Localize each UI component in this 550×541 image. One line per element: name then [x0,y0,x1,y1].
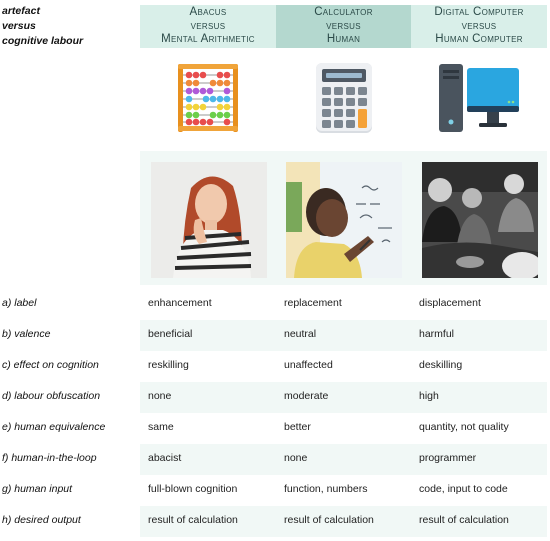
corner-line-artefact: artefact [2,5,40,17]
column-header-line: Digital Computer [434,6,524,19]
corner-line-cognitive-labour: cognitive labour [2,35,84,47]
cell-digital-computer: high [419,390,439,402]
table-row-human-equivalence [0,413,550,444]
cell-abacus: same [148,421,174,433]
cell-calculator: function, numbers [284,483,368,495]
row-label: c) effect on cognition [2,359,99,371]
row-shading [140,444,547,475]
column-header-calculator [276,5,411,48]
row-label: b) valence [2,328,51,340]
cell-calculator: better [284,421,311,433]
cell-calculator: neutral [284,328,317,340]
column-header-line: versus [190,19,226,32]
cell-calculator: unaffected [284,359,333,371]
row-label: a) label [2,297,37,309]
cell-calculator: moderate [284,390,329,402]
desktop-computer-icon [411,57,547,139]
cell-digital-computer: deskilling [419,359,463,371]
column-header-line: Abacus [189,6,227,19]
row-label: e) human equivalence [2,421,106,433]
cell-digital-computer: displacement [419,297,481,309]
woman-thinking-photo [151,162,267,278]
column-header-line: Mental Arithmetic [161,33,255,46]
women-computers-photo [422,162,538,278]
column-header-abacus [140,5,276,48]
abacus-icon [140,57,276,139]
row-label: f) human-in-the-loop [2,452,97,464]
cell-digital-computer: code, input to code [419,483,508,495]
column-header-digital-computer [411,5,547,48]
row-shading [140,320,547,351]
cell-calculator: none [284,452,308,464]
table-corner-label [2,4,83,49]
cell-abacus: beneficial [148,328,193,340]
table-row-desired-output [0,506,550,537]
column-header-line: Calculator [314,6,373,19]
table-row-effect-on-cognition [0,351,550,382]
cell-digital-computer: harmful [419,328,455,340]
cell-digital-computer: programmer [419,452,477,464]
cell-digital-computer: result of calculation [419,514,509,526]
column-header-line: versus [326,19,361,32]
row-label: g) human input [2,483,73,495]
calculator-icon [276,57,411,139]
column-header-line: versus [461,19,497,32]
corner-line-versus: versus [2,20,36,32]
table-row-human-in-the-loop [0,444,550,475]
cell-abacus: enhancement [148,297,212,309]
cell-abacus: reskilling [148,359,189,371]
row-label: h) desired output [2,514,81,526]
table-row-valence [0,320,550,351]
cell-abacus: none [148,390,172,402]
column-header-line: Human [326,33,361,46]
row-label: d) labour obfuscation [2,390,101,402]
column-header-line: Human Computer [435,33,523,46]
cell-abacus: result of calculation [148,514,238,526]
table-row-human-input [0,475,550,506]
girl-writing-on-board-photo [286,162,402,278]
cell-abacus: abacist [148,452,182,464]
cell-abacus: full-blown cognition [148,483,238,495]
cell-digital-computer: quantity, not quality [419,421,509,433]
cell-calculator: result of calculation [284,514,374,526]
cell-calculator: replacement [284,297,342,309]
table-row-labour-obfuscation [0,382,550,413]
row-shading [140,382,547,413]
table-row-label [0,289,550,320]
